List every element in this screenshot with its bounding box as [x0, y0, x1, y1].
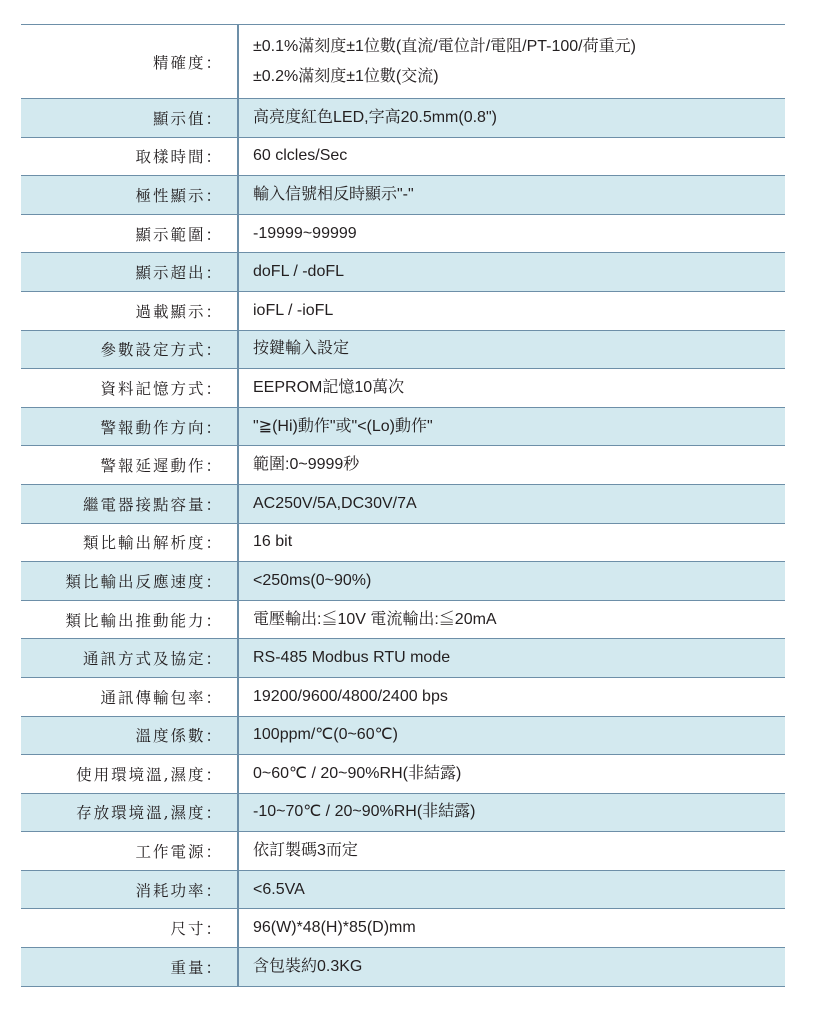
spec-label: 尺寸： — [170, 920, 223, 939]
spec-row — [21, 871, 785, 910]
spec-row — [21, 176, 785, 215]
spec-value — [239, 485, 785, 523]
spec-value-line: 輸入信號相反時顯示"-" — [253, 185, 414, 203]
spec-row — [21, 909, 785, 948]
spec-label: 類比輸出解析度： — [82, 534, 223, 553]
spec-label: 工作電源： — [135, 843, 223, 862]
spec-value — [239, 601, 785, 639]
spec-row — [21, 678, 785, 717]
spec-value-line: 19200/9600/4800/2400 bps — [253, 687, 448, 705]
spec-row — [21, 717, 785, 756]
spec-value — [239, 369, 785, 407]
spec-label: 消耗功率： — [135, 881, 223, 900]
spec-label: 顯示超出： — [135, 264, 223, 283]
spec-label: 類比輸出反應速度： — [65, 572, 223, 591]
spec-value — [239, 138, 785, 176]
spec-value-line: 高亮度紅色LED,字高20.5mm(0.8") — [253, 108, 497, 126]
spec-label: 顯示值： — [152, 109, 223, 128]
spec-value-line: 範圍:0~9999秒 — [253, 456, 360, 474]
spec-value — [239, 909, 785, 947]
spec-row — [21, 369, 785, 408]
spec-label: 取樣時間： — [135, 148, 223, 167]
spec-value — [239, 562, 785, 600]
spec-value — [239, 639, 785, 677]
spec-label: 通訊傳輸包率： — [100, 688, 223, 707]
spec-label: 通訊方式及協定： — [82, 650, 223, 669]
spec-row — [21, 292, 785, 331]
spec-value — [239, 948, 785, 986]
spec-value-line: 96(W)*48(H)*85(D)mm — [253, 919, 416, 937]
spec-value-line: 按鍵輸入設定 — [253, 340, 350, 358]
spec-value-line: RS-485 Modbus RTU mode — [253, 649, 451, 667]
spec-value-line: EEPROM記憶10萬次 — [253, 378, 405, 396]
spec-label: 繼電器接點容量： — [82, 495, 223, 514]
spec-value-line: <250ms(0~90%) — [253, 571, 372, 589]
spec-label: 使用環境溫,濕度： — [76, 765, 223, 784]
spec-row — [21, 215, 785, 254]
spec-value — [239, 871, 785, 909]
spec-label: 資料記憶方式： — [100, 379, 223, 398]
spec-value-line: 16 bit — [253, 533, 293, 551]
spec-value-line: ±0.2%滿刻度±1位數(交流) — [253, 67, 439, 85]
spec-value-line: AC250V/5A,DC30V/7A — [253, 494, 417, 512]
spec-value — [239, 99, 785, 137]
spec-row — [21, 331, 785, 370]
spec-row — [21, 794, 785, 833]
spec-row — [21, 601, 785, 640]
spec-row — [21, 948, 785, 987]
spec-value — [239, 331, 785, 369]
spec-value — [239, 678, 785, 716]
spec-row — [21, 639, 785, 678]
spec-value — [239, 832, 785, 870]
spec-label: 參數設定方式： — [100, 341, 223, 360]
spec-row — [21, 755, 785, 794]
spec-label: 極性顯示： — [135, 186, 223, 205]
spec-label: 警報動作方向： — [100, 418, 223, 437]
spec-value-line: 100ppm/℃(0~60℃) — [253, 726, 398, 744]
spec-label: 顯示範圍： — [135, 225, 223, 244]
spec-value-line: 含包裝約0.3KG — [253, 957, 363, 975]
spec-label: 重量： — [170, 958, 223, 977]
spec-row — [21, 138, 785, 177]
spec-value-line: ioFL / -ioFL — [253, 301, 334, 319]
spec-label: 存放環境溫,濕度： — [76, 804, 223, 823]
spec-value — [239, 176, 785, 214]
spec-row — [21, 99, 785, 138]
spec-row — [21, 446, 785, 485]
spec-value-line: 60 clcles/Sec — [253, 147, 348, 165]
spec-value — [239, 524, 785, 562]
spec-value — [239, 717, 785, 755]
spec-value-line: 0~60℃ / 20~90%RH(非結露) — [253, 764, 462, 782]
spec-value — [239, 794, 785, 832]
spec-value-line: -19999~99999 — [253, 224, 357, 242]
spec-label: 警報延遲動作： — [100, 457, 223, 476]
spec-label: 溫度係數： — [135, 727, 223, 746]
spec-row — [21, 562, 785, 601]
spec-value — [239, 408, 785, 446]
spec-value — [239, 446, 785, 484]
spec-value — [239, 215, 785, 253]
spec-table — [21, 24, 785, 987]
spec-row — [21, 408, 785, 447]
spec-value — [239, 292, 785, 330]
spec-value — [239, 755, 785, 793]
spec-value-line: "≧(Hi)動作"或"<(Lo)動作" — [253, 417, 433, 435]
spec-value-line: 電壓輸出:≦10V 電流輸出:≦20mA — [253, 610, 497, 628]
spec-value-line: doFL / -doFL — [253, 263, 345, 281]
spec-row — [21, 832, 785, 871]
spec-label: 過載顯示： — [135, 302, 223, 321]
spec-value — [239, 253, 785, 291]
spec-row — [21, 524, 785, 563]
spec-row — [21, 24, 785, 99]
spec-value-line: -10~70℃ / 20~90%RH(非結露) — [253, 803, 476, 821]
spec-label: 類比輸出推動能力： — [65, 611, 223, 630]
spec-row — [21, 253, 785, 292]
spec-row — [21, 485, 785, 524]
spec-value — [239, 25, 785, 98]
spec-value-line: <6.5VA — [253, 880, 305, 898]
spec-value-line: ±0.1%滿刻度±1位數(直流/電位計/電阻/PT-100/荷重元) — [253, 37, 636, 55]
spec-label: 精確度： — [152, 53, 223, 72]
spec-value-line: 依訂製碼3而定 — [253, 842, 358, 860]
